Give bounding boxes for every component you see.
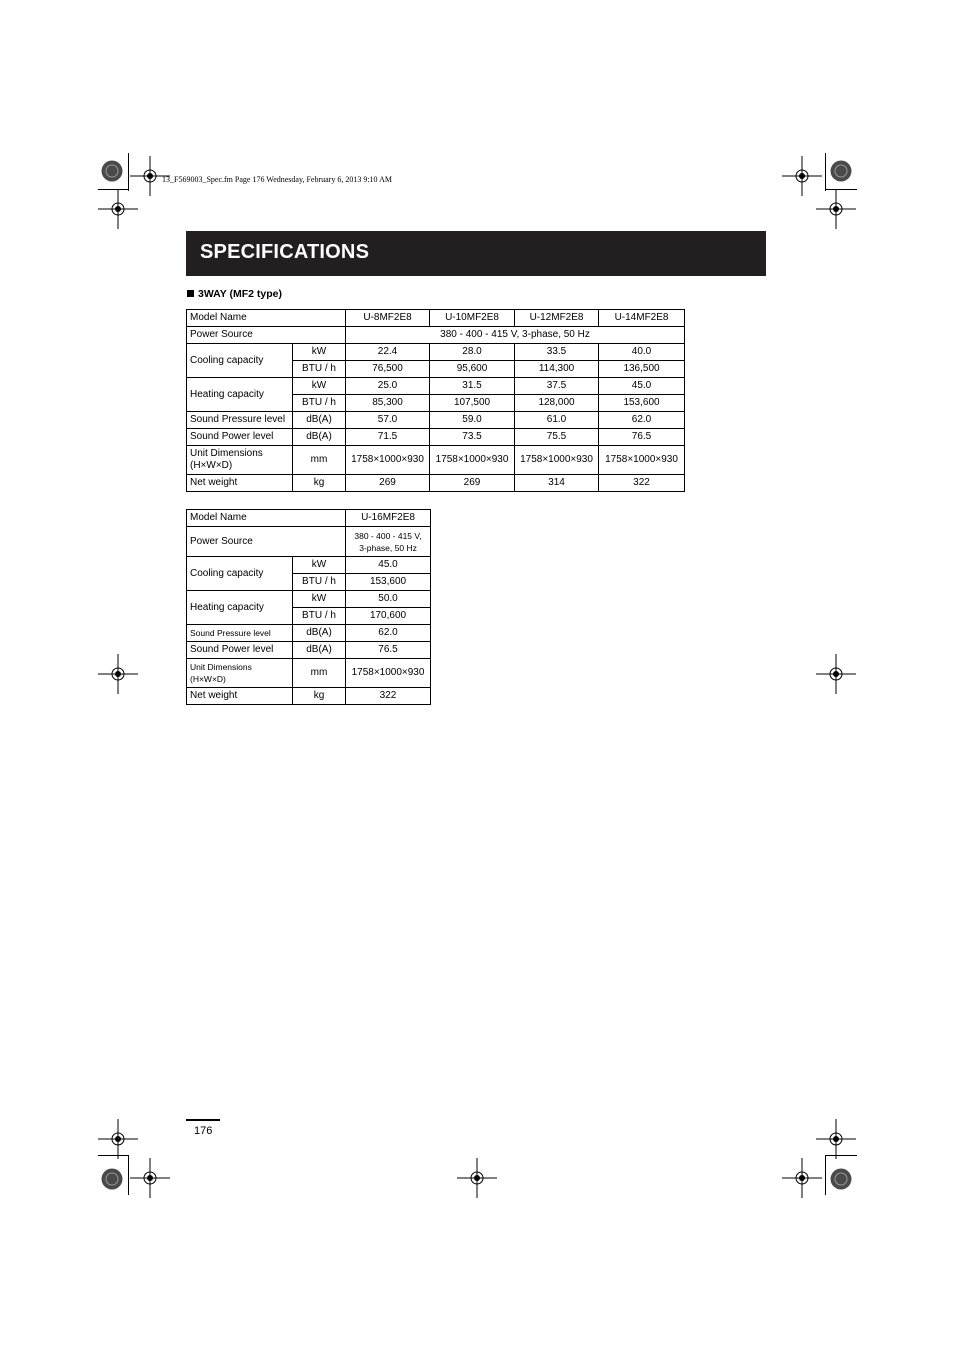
- value-cell: 28.0: [430, 344, 515, 361]
- row-label: Heating capacity: [187, 378, 293, 412]
- value-cell: 50.0: [346, 591, 431, 608]
- table-row: [187, 625, 431, 642]
- square-bullet-icon: [187, 290, 194, 297]
- crop-mark: [825, 1155, 857, 1156]
- table-row: [187, 378, 685, 395]
- power-value-cell: 380 - 400 - 415 V, 3-phase, 50 Hz: [346, 327, 685, 344]
- registration-mark-icon: [98, 1119, 138, 1159]
- value-cell: 136,500: [599, 361, 685, 378]
- value-cell: 22.4: [346, 344, 430, 361]
- crop-mark: [128, 1155, 129, 1195]
- file-info-header: 13_F569003_Spec.fm Page 176 Wednesday, February 6, 2013 9:10 AM: [162, 175, 392, 184]
- unit-cell: BTU / h: [293, 574, 346, 591]
- unit-cell: dB(A): [293, 412, 346, 429]
- value-cell: 59.0: [430, 412, 515, 429]
- crop-mark: [98, 189, 128, 190]
- unit-cell: BTU / h: [293, 361, 346, 378]
- row-label-line: (H×W×D): [190, 460, 233, 471]
- table-row: [187, 310, 685, 327]
- registration-mark-icon: [816, 189, 856, 229]
- row-label: [187, 659, 293, 688]
- unit-cell: dB(A): [293, 642, 346, 659]
- crop-mark: [98, 1155, 128, 1156]
- registration-disc-icon: [101, 1168, 123, 1190]
- row-label: Heating capacity: [187, 591, 293, 625]
- value-cell: 114,300: [515, 361, 599, 378]
- row-label: Model Name: [187, 510, 346, 527]
- row-label: [187, 446, 293, 475]
- value-cell: 1758×1000×930: [430, 446, 515, 475]
- registration-mark-icon: [816, 1119, 856, 1159]
- registration-mark-icon: [130, 1158, 170, 1198]
- unit-cell: kW: [293, 591, 346, 608]
- value-cell: 62.0: [346, 625, 431, 642]
- table-row: [187, 557, 431, 574]
- registration-mark-icon: [816, 654, 856, 694]
- row-label: Sound Power level: [187, 642, 293, 659]
- row-label-line: Unit Dimensions: [190, 662, 252, 672]
- registration-disc-icon: [830, 160, 852, 182]
- value-cell: 61.0: [515, 412, 599, 429]
- value-cell: 71.5: [346, 429, 430, 446]
- table-row: [187, 344, 685, 361]
- unit-cell: BTU / h: [293, 608, 346, 625]
- table-row: [187, 412, 685, 429]
- power-value-line: 380 - 400 - 415 V,: [354, 530, 422, 541]
- value-cell: 322: [599, 475, 685, 492]
- value-cell: 1758×1000×930: [346, 659, 431, 688]
- table-row: [187, 327, 685, 344]
- unit-cell: mm: [293, 446, 346, 475]
- crop-mark: [825, 1155, 826, 1195]
- value-cell: 128,000: [515, 395, 599, 412]
- crop-mark: [128, 153, 129, 191]
- spec-table-2: [186, 509, 431, 705]
- table-row: [187, 642, 431, 659]
- table-row: [187, 527, 431, 557]
- value-cell: 76,500: [346, 361, 430, 378]
- value-cell: 314: [515, 475, 599, 492]
- power-value-line: 3-phase, 50 Hz: [359, 542, 417, 553]
- unit-cell: dB(A): [293, 429, 346, 446]
- section-heading: [187, 288, 282, 300]
- registration-mark-icon: [782, 1158, 822, 1198]
- value-cell: 107,500: [430, 395, 515, 412]
- value-cell: 322: [346, 688, 431, 705]
- unit-cell: kW: [293, 344, 346, 361]
- table-row: [187, 510, 431, 527]
- value-cell: 153,600: [599, 395, 685, 412]
- model-cell: U-14MF2E8: [599, 310, 685, 327]
- value-cell: 31.5: [430, 378, 515, 395]
- value-cell: 76.5: [346, 642, 431, 659]
- row-label-line: (H×W×D): [190, 674, 226, 684]
- registration-mark-icon: [98, 654, 138, 694]
- value-cell: 37.5: [515, 378, 599, 395]
- table-row: [187, 429, 685, 446]
- row-label: Model Name: [187, 310, 346, 327]
- table-row: [187, 591, 431, 608]
- row-label: Cooling capacity: [187, 557, 293, 591]
- unit-cell: mm: [293, 659, 346, 688]
- spec-table-1: [186, 309, 685, 492]
- row-label: Net weight: [187, 688, 293, 705]
- value-cell: 269: [430, 475, 515, 492]
- value-cell: 95,600: [430, 361, 515, 378]
- value-cell: 33.5: [515, 344, 599, 361]
- unit-cell: kg: [293, 688, 346, 705]
- unit-cell: kW: [293, 557, 346, 574]
- value-cell: 45.0: [346, 557, 431, 574]
- crop-mark: [825, 189, 857, 190]
- table-row: [187, 659, 431, 688]
- row-label: Sound Pressure level: [187, 625, 293, 642]
- model-cell: U-12MF2E8: [515, 310, 599, 327]
- value-cell: 153,600: [346, 574, 431, 591]
- power-value-cell: [346, 527, 431, 557]
- value-cell: 1758×1000×930: [346, 446, 430, 475]
- table-row: [187, 446, 685, 475]
- row-label: Net weight: [187, 475, 293, 492]
- title-bar: [186, 231, 766, 276]
- value-cell: 45.0: [599, 378, 685, 395]
- value-cell: 1758×1000×930: [515, 446, 599, 475]
- value-cell: 1758×1000×930: [599, 446, 685, 475]
- page-number: 176: [194, 1125, 213, 1137]
- value-cell: 25.0: [346, 378, 430, 395]
- row-label: Sound Pressure level: [187, 412, 293, 429]
- unit-cell: kg: [293, 475, 346, 492]
- value-cell: 73.5: [430, 429, 515, 446]
- unit-cell: BTU / h: [293, 395, 346, 412]
- value-cell: 40.0: [599, 344, 685, 361]
- model-cell: U-10MF2E8: [430, 310, 515, 327]
- value-cell: 85,300: [346, 395, 430, 412]
- page-number-rule: [186, 1119, 220, 1121]
- page-title: SPECIFICATIONS: [200, 241, 370, 263]
- unit-cell: kW: [293, 378, 346, 395]
- row-label-line: Unit Dimensions: [190, 448, 263, 459]
- value-cell: 76.5: [599, 429, 685, 446]
- value-cell: 62.0: [599, 412, 685, 429]
- registration-mark-icon: [457, 1158, 497, 1198]
- value-cell: 170,600: [346, 608, 431, 625]
- crop-mark: [825, 153, 826, 191]
- unit-cell: dB(A): [293, 625, 346, 642]
- value-cell: 57.0: [346, 412, 430, 429]
- model-cell: U-8MF2E8: [346, 310, 430, 327]
- registration-disc-icon: [101, 160, 123, 182]
- model-cell: U-16MF2E8: [346, 510, 431, 527]
- registration-mark-icon: [98, 189, 138, 229]
- table-row: [187, 475, 685, 492]
- registration-disc-icon: [830, 1168, 852, 1190]
- value-cell: 269: [346, 475, 430, 492]
- row-label: Cooling capacity: [187, 344, 293, 378]
- row-label: Sound Power level: [187, 429, 293, 446]
- row-label: Power Source: [187, 327, 346, 344]
- section-heading-text: 3WAY (MF2 type): [198, 288, 283, 300]
- row-label: Power Source: [187, 527, 346, 557]
- table-row: [187, 688, 431, 705]
- value-cell: 75.5: [515, 429, 599, 446]
